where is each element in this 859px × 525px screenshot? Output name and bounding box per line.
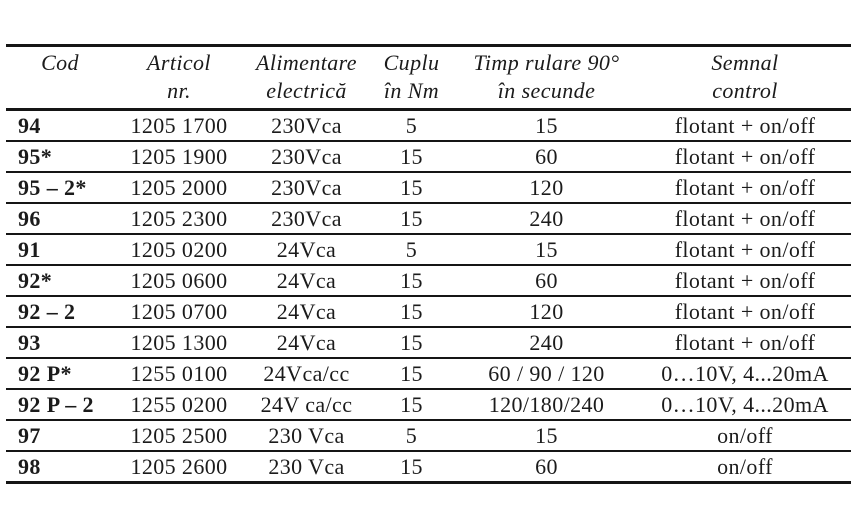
cell-alimentare-electrica: 230Vca bbox=[271, 144, 342, 169]
cell-timp-rulare: 60 bbox=[535, 454, 558, 479]
table-row bbox=[6, 327, 851, 358]
cell-timp-rulare: 15 bbox=[535, 113, 558, 138]
cell-semnal-control: 0…10V, 4...20mA bbox=[661, 361, 829, 386]
cell-semnal-control: flotant + on/off bbox=[674, 113, 816, 138]
cell-semnal-control: flotant + on/off bbox=[674, 330, 816, 355]
table-row bbox=[6, 358, 851, 389]
table-row bbox=[6, 265, 851, 296]
cell-articol-nr: 1205 2300 bbox=[130, 206, 228, 231]
cell-timp-rulare: 120 bbox=[529, 299, 564, 324]
column-header-line2: în Nm bbox=[383, 78, 440, 103]
column-header-line2: în secunde bbox=[497, 78, 596, 103]
cell-articol-nr: 1205 2500 bbox=[130, 423, 228, 448]
cell-cuplu-nm: 15 bbox=[400, 330, 423, 355]
table-row bbox=[6, 420, 851, 451]
cell-semnal-control: on/off bbox=[717, 423, 773, 448]
table-row bbox=[6, 451, 851, 483]
cell-alimentare-electrica: 230 Vca bbox=[268, 423, 345, 448]
column-header-line2: nr. bbox=[167, 78, 191, 103]
column-header-line1: Cod bbox=[41, 50, 79, 75]
cell-alimentare-electrica: 230Vca bbox=[271, 175, 342, 200]
cell-cuplu-nm: 15 bbox=[400, 206, 423, 231]
column-header-alimentare-electrica bbox=[244, 46, 369, 110]
cell-cuplu-nm: 15 bbox=[400, 454, 423, 479]
cell-timp-rulare: 60 / 90 / 120 bbox=[488, 361, 605, 386]
table-row bbox=[6, 296, 851, 327]
cell-cuplu-nm: 15 bbox=[400, 268, 423, 293]
cell-articol-nr: 1205 0700 bbox=[130, 299, 228, 324]
cell-articol-nr: 1255 0200 bbox=[130, 392, 228, 417]
cell-alimentare-electrica: 24Vca bbox=[276, 330, 337, 355]
cell-cod: 92 – 2 bbox=[18, 299, 76, 324]
cell-cuplu-nm: 5 bbox=[405, 237, 418, 262]
table-row bbox=[6, 389, 851, 420]
column-header-line2 bbox=[6, 77, 114, 105]
cell-cod: 95 – 2* bbox=[18, 175, 87, 200]
cell-alimentare-electrica: 24V ca/cc bbox=[260, 392, 353, 417]
cell-articol-nr: 1205 1700 bbox=[130, 113, 228, 138]
column-header-cuplu-nm bbox=[369, 46, 454, 110]
cell-semnal-control: flotant + on/off bbox=[674, 268, 816, 293]
cell-cod: 91 bbox=[18, 237, 41, 262]
cell-alimentare-electrica: 230 Vca bbox=[268, 454, 345, 479]
column-header-line1: Timp rulare 90° bbox=[473, 50, 620, 75]
column-header-line2: control bbox=[712, 78, 778, 103]
cell-cod: 95* bbox=[18, 144, 53, 169]
cell-semnal-control: flotant + on/off bbox=[674, 299, 816, 324]
cell-timp-rulare: 60 bbox=[535, 268, 558, 293]
cell-articol-nr: 1205 2000 bbox=[130, 175, 228, 200]
cell-alimentare-electrica: 24Vca bbox=[276, 237, 337, 262]
cell-semnal-control: flotant + on/off bbox=[674, 144, 816, 169]
cell-articol-nr: 1255 0100 bbox=[130, 361, 228, 386]
cell-timp-rulare: 240 bbox=[529, 206, 564, 231]
column-header-articol-nr bbox=[114, 46, 244, 110]
cell-timp-rulare: 60 bbox=[535, 144, 558, 169]
cell-semnal-control: flotant + on/off bbox=[674, 206, 816, 231]
cell-timp-rulare: 15 bbox=[535, 237, 558, 262]
cell-articol-nr: 1205 0200 bbox=[130, 237, 228, 262]
cell-semnal-control: 0…10V, 4...20mA bbox=[661, 392, 829, 417]
table-row bbox=[6, 141, 851, 172]
cell-cuplu-nm: 5 bbox=[405, 113, 418, 138]
cell-cuplu-nm: 5 bbox=[405, 423, 418, 448]
cell-alimentare-electrica: 230Vca bbox=[271, 206, 342, 231]
cell-cuplu-nm: 15 bbox=[400, 144, 423, 169]
cell-cod: 97 bbox=[18, 423, 41, 448]
cell-cod: 92 P* bbox=[18, 361, 72, 386]
cell-articol-nr: 1205 1900 bbox=[130, 144, 228, 169]
table-row bbox=[6, 234, 851, 265]
cell-alimentare-electrica: 24Vca bbox=[276, 268, 337, 293]
cell-cod: 92* bbox=[18, 268, 53, 293]
cell-timp-rulare: 15 bbox=[535, 423, 558, 448]
column-header-semnal-control bbox=[639, 46, 851, 110]
cell-semnal-control: flotant + on/off bbox=[674, 237, 816, 262]
column-header-cod bbox=[6, 46, 114, 110]
table-row bbox=[6, 110, 851, 142]
cell-timp-rulare: 120/180/240 bbox=[488, 392, 605, 417]
cell-alimentare-electrica: 230Vca bbox=[271, 113, 342, 138]
column-header-line1: Articol bbox=[147, 50, 211, 75]
table-row bbox=[6, 203, 851, 234]
cell-articol-nr: 1205 1300 bbox=[130, 330, 228, 355]
cell-articol-nr: 1205 2600 bbox=[130, 454, 228, 479]
column-header-line1: Alimentare bbox=[256, 50, 357, 75]
cell-cod: 98 bbox=[18, 454, 41, 479]
cell-semnal-control: flotant + on/off bbox=[674, 175, 816, 200]
table-header bbox=[6, 46, 851, 110]
cell-cuplu-nm: 15 bbox=[400, 361, 423, 386]
cell-semnal-control: on/off bbox=[717, 454, 773, 479]
cell-alimentare-electrica: 24Vca/cc bbox=[263, 361, 350, 386]
column-header-timp-rulare bbox=[454, 46, 639, 110]
header-row bbox=[6, 46, 851, 110]
cell-cuplu-nm: 15 bbox=[400, 175, 423, 200]
cell-cod: 96 bbox=[18, 206, 41, 231]
cell-alimentare-electrica: 24Vca bbox=[276, 299, 337, 324]
cell-cuplu-nm: 15 bbox=[400, 299, 423, 324]
table-row bbox=[6, 172, 851, 203]
cell-cod: 93 bbox=[18, 330, 41, 355]
cell-timp-rulare: 120 bbox=[529, 175, 564, 200]
cell-cod: 92 P – 2 bbox=[18, 392, 94, 417]
column-header-line2: electrică bbox=[266, 78, 347, 103]
actuator-spec-table bbox=[6, 44, 851, 484]
cell-cuplu-nm: 15 bbox=[400, 392, 423, 417]
column-header-line1: Cuplu bbox=[383, 50, 440, 75]
cell-cod: 94 bbox=[18, 113, 41, 138]
cell-timp-rulare: 240 bbox=[529, 330, 564, 355]
table-body bbox=[6, 110, 851, 483]
column-header-line1: Semnal bbox=[711, 50, 779, 75]
cell-articol-nr: 1205 0600 bbox=[130, 268, 228, 293]
